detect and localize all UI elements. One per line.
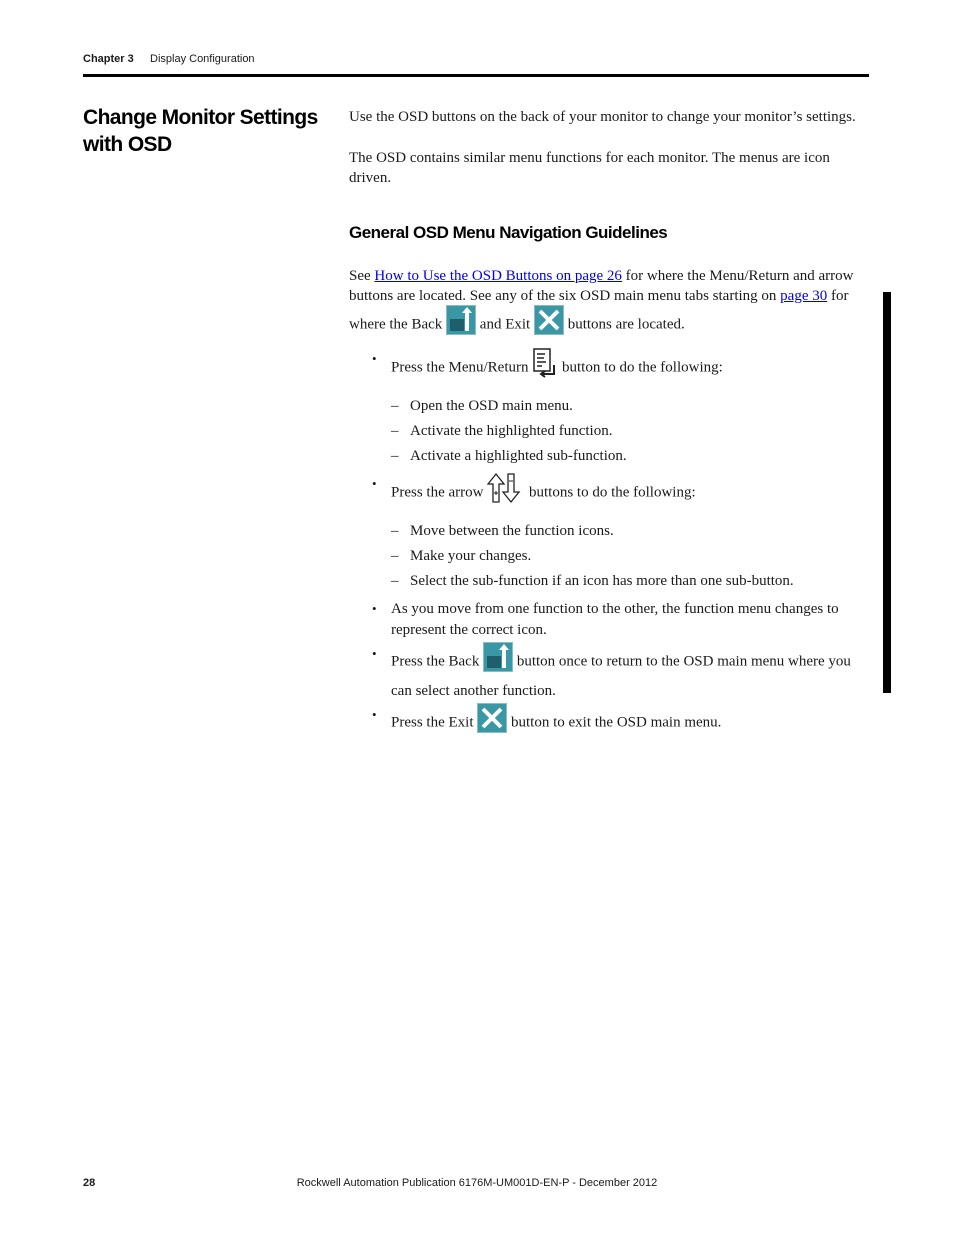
exit-icon [477,703,507,740]
list-item: – Make your changes. [410,546,871,567]
main-content [349,107,871,746]
text-mid: for where the Menu/Return and arrow buttons are located. See any of the six OSD main menu tabs starting on [349,267,854,304]
menu-return-sublist [391,396,871,467]
exit-icon [534,305,564,342]
list-item: – Open the OSD main menu. [410,396,871,417]
publication-info: Rockwell Automation Publication 6176M-UM001D-EN-P - December 2012 [296,1177,658,1189]
list-item: – Activate the highlighted function. [410,421,871,442]
menu-return-icon [532,347,558,386]
back-icon [446,305,476,342]
subsection-title: General OSD Menu Navigation Guidelines [349,222,668,242]
header-chapter: Chapter 3 [83,53,134,65]
back-icon [483,642,513,679]
list-item: • Press the Menu/Return button to do the following: – Open the OSD main menu. – Activate the highlighted function. – Activate a highlighted sub-function. [391,349,871,466]
list-item: – Move between the function icons. [410,521,871,542]
text-back: for where the Back [349,288,849,333]
navigation-paragraph [349,266,871,344]
guidelines-list [349,349,871,742]
link-how-to-use-osd-buttons[interactable]: How to Use the OSD Buttons on page 26 [374,267,622,284]
chapter-margin-bar [883,292,891,693]
list-item: • As you move from one function to the other, the function menu changes to represent the correct icon. [391,599,871,640]
list-item: – Activate a highlighted sub-function. [410,446,871,467]
link-page-30[interactable]: page 30 [780,288,828,304]
text-end: buttons are located. [563,316,685,333]
arrow-up-down-icon [487,472,525,511]
intro-paragraph-1: Use the OSD buttons on the back of your monitor to change your monitor’s settings. [349,109,856,125]
text-exit: and Exit [476,316,534,333]
arrow-sublist [391,521,871,592]
list-item: • Press the arrow buttons to do the following: – Move between the function icons. – Make your changes. – Select the sub-function if an icon has more than one sub-button. [391,474,871,591]
intro-paragraph-2: The OSD contains similar menu functions for each monitor. The menus are icon driven. [349,149,830,186]
page-number: 28 [83,1177,96,1189]
text-see: See [349,267,375,284]
header-title: Display Configuration [150,53,255,65]
list-item: – Select the sub-function if an icon has more than one sub-button. [410,571,871,592]
list-item: • Press the Exit button to exit the OSD main menu. [391,705,871,742]
list-item: • Press the Back button once to return to the OSD main menu where you can select another function. [391,644,871,701]
section-title: Change Monitor Settings with OSD [83,106,318,156]
header-rule [83,74,869,77]
